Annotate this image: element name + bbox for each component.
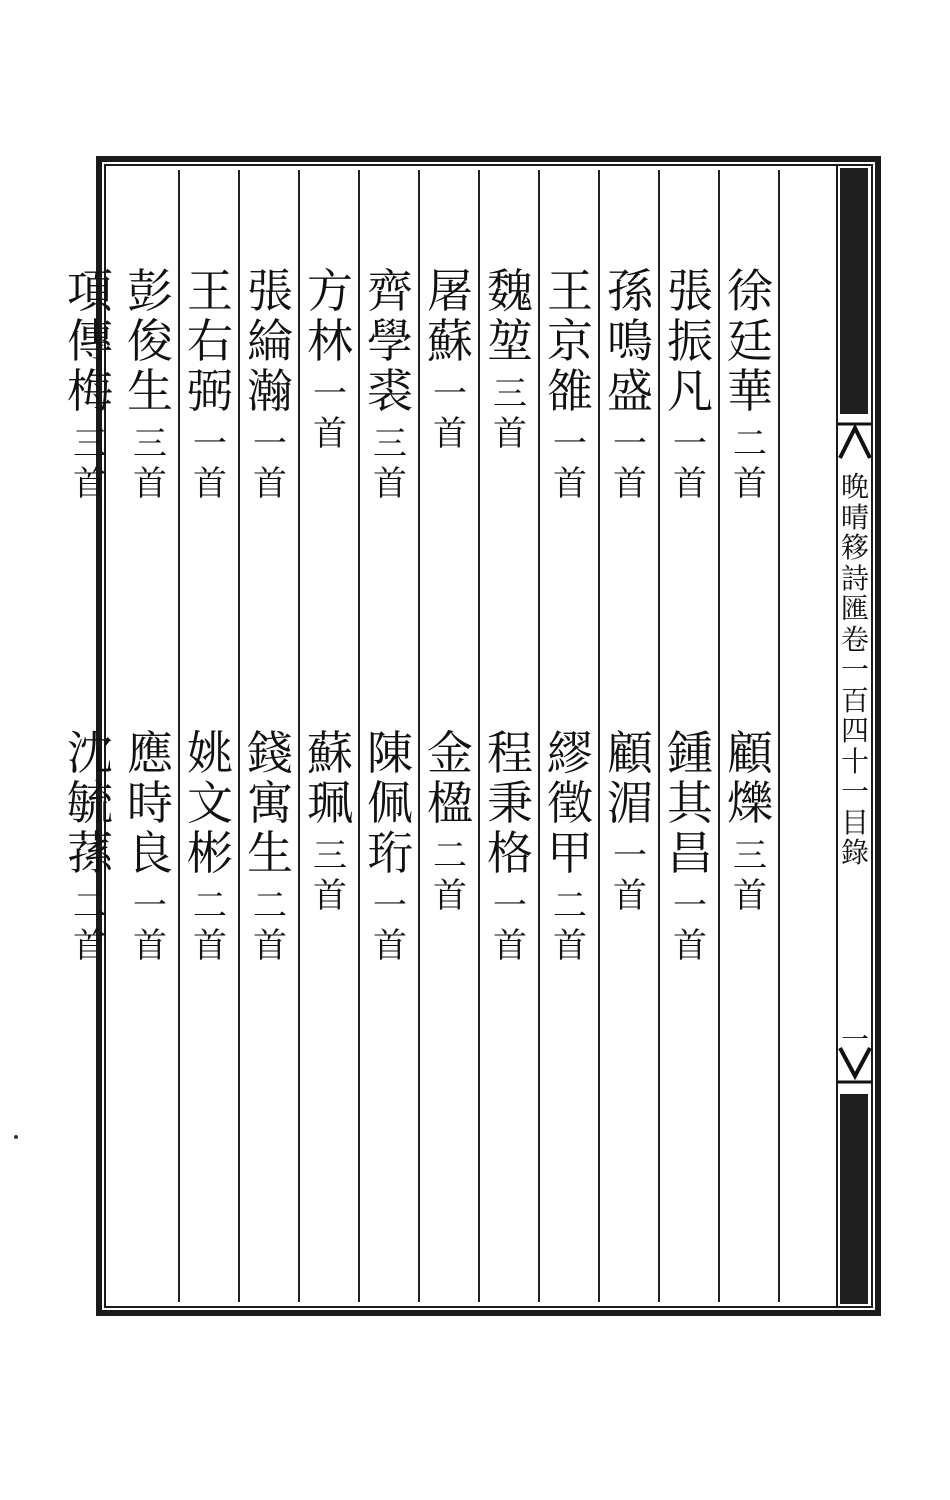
poem-count: 三 首 [133,424,167,504]
column-rule [658,170,660,1302]
banner-title-char: 匯 [840,592,869,625]
banner-title-char: 十 [840,744,869,778]
banner-title-char: 詩 [840,561,869,595]
column-rule [718,170,720,1302]
poet-name: 錢 寓 生 [247,726,293,880]
poet-name: 鍾 其 昌 [667,726,713,880]
entry-lower [122,728,178,966]
banner-title-char: 四 [840,714,869,747]
entry-lower [182,728,238,966]
poem-count: 一 首 [673,424,707,504]
column-rule [358,170,360,1302]
banner-title-char: 目 [840,805,869,839]
banner-title-char: 晚 [840,470,869,503]
poet-name: 程 秉 格 [487,726,533,880]
banner-title-char: 錄 [840,836,869,869]
poem-count: 一 首 [613,424,647,504]
poet-name: 方 林 [307,264,353,368]
page-number: 一 [840,1023,869,1056]
fishtail-bottom-icon [838,1046,872,1086]
entry-lower [722,728,778,916]
poem-count: 一 首 [313,374,347,454]
banner-title-char: 簃 [840,531,869,564]
poet-name: 顧 爍 [727,726,773,830]
entry-upper [62,266,118,504]
poem-count: 二 首 [433,836,467,916]
poem-count: 一 首 [493,886,527,966]
entry-lower [302,728,358,916]
entry-lower [602,728,658,916]
entry-upper [362,266,418,504]
speck [14,1135,18,1139]
banner-title-char: 卷 [840,622,869,656]
poet-name: 王 京 雒 [547,264,593,418]
entry-upper [242,266,298,504]
poem-count: 三 首 [313,836,347,916]
column-rule [538,170,540,1302]
entry-lower [542,728,598,966]
entry-upper [302,266,358,454]
entry-lower [422,728,478,916]
poet-name: 彭 俊 生 [127,264,173,418]
poet-name: 沈 毓 蓀 [67,726,113,880]
entry-upper [422,266,478,454]
banner-title-char: 一 [840,775,869,808]
poem-count: 一 首 [373,886,407,966]
entry-lower [482,728,538,966]
poet-name: 陳 佩 珩 [367,726,413,880]
entry-upper [662,266,718,504]
column-rule [178,170,180,1302]
banner-title [838,472,872,869]
poem-count: 一 首 [253,424,287,504]
poem-count: 二 首 [553,886,587,966]
banner-title-char: 一 [840,653,869,686]
poem-count: 一 首 [673,886,707,966]
banner-black-bottom [840,1094,868,1304]
poet-name: 金 楹 [427,726,473,830]
poet-name: 徐 廷 華 [727,264,773,418]
banner-title-char: 晴 [840,500,869,534]
poem-count: 三 首 [733,836,767,916]
entry-lower [62,728,118,966]
poet-name: 姚 文 彬 [187,726,233,880]
column-rule [418,170,420,1302]
banner-title-char: 百 [840,683,869,717]
poem-count: 一 首 [433,374,467,454]
poet-name: 繆 徵 甲 [547,726,593,880]
poem-count: 三 首 [493,374,527,454]
banner-black-top [840,168,868,414]
poem-count: 一 首 [193,424,227,504]
poem-count: 一 首 [613,836,647,916]
poem-count: 三 首 [73,424,107,504]
entry-lower [242,728,298,966]
entry-upper [122,266,178,504]
fishtail-top-icon [838,420,872,460]
entry-upper [482,266,538,454]
poet-name: 屠 蘇 [427,264,473,368]
entry-lower [362,728,418,966]
poet-name: 孫 鳴 盛 [607,264,653,418]
poet-name: 張 綸 瀚 [247,264,293,418]
entry-lower [662,728,718,966]
poet-name: 王 右 弼 [187,264,233,418]
poem-count: 二 首 [253,886,287,966]
column-rule [778,170,780,1302]
poet-name: 顧 湄 [607,726,653,830]
entry-upper [602,266,658,504]
column-rule [478,170,480,1302]
poet-name: 應 時 良 [127,726,173,880]
poem-count: 二 首 [73,886,107,966]
poet-name: 齊 學 裘 [367,264,413,418]
poem-count: 三 首 [373,424,407,504]
poem-count: 二 首 [193,886,227,966]
poem-count: 二 首 [733,424,767,504]
poem-count: 一 首 [553,424,587,504]
poet-name: 蘇 珮 [307,726,353,830]
poet-name: 魏 堃 [487,264,533,368]
poem-count: 一 首 [133,886,167,966]
column-rule [298,170,300,1302]
column-rule [598,170,600,1302]
entry-upper [542,266,598,504]
entry-upper [722,266,778,504]
poet-name: 張 振 凡 [667,264,713,418]
column-rule [238,170,240,1302]
poet-name: 項 傳 梅 [67,264,113,418]
entry-upper [182,266,238,504]
